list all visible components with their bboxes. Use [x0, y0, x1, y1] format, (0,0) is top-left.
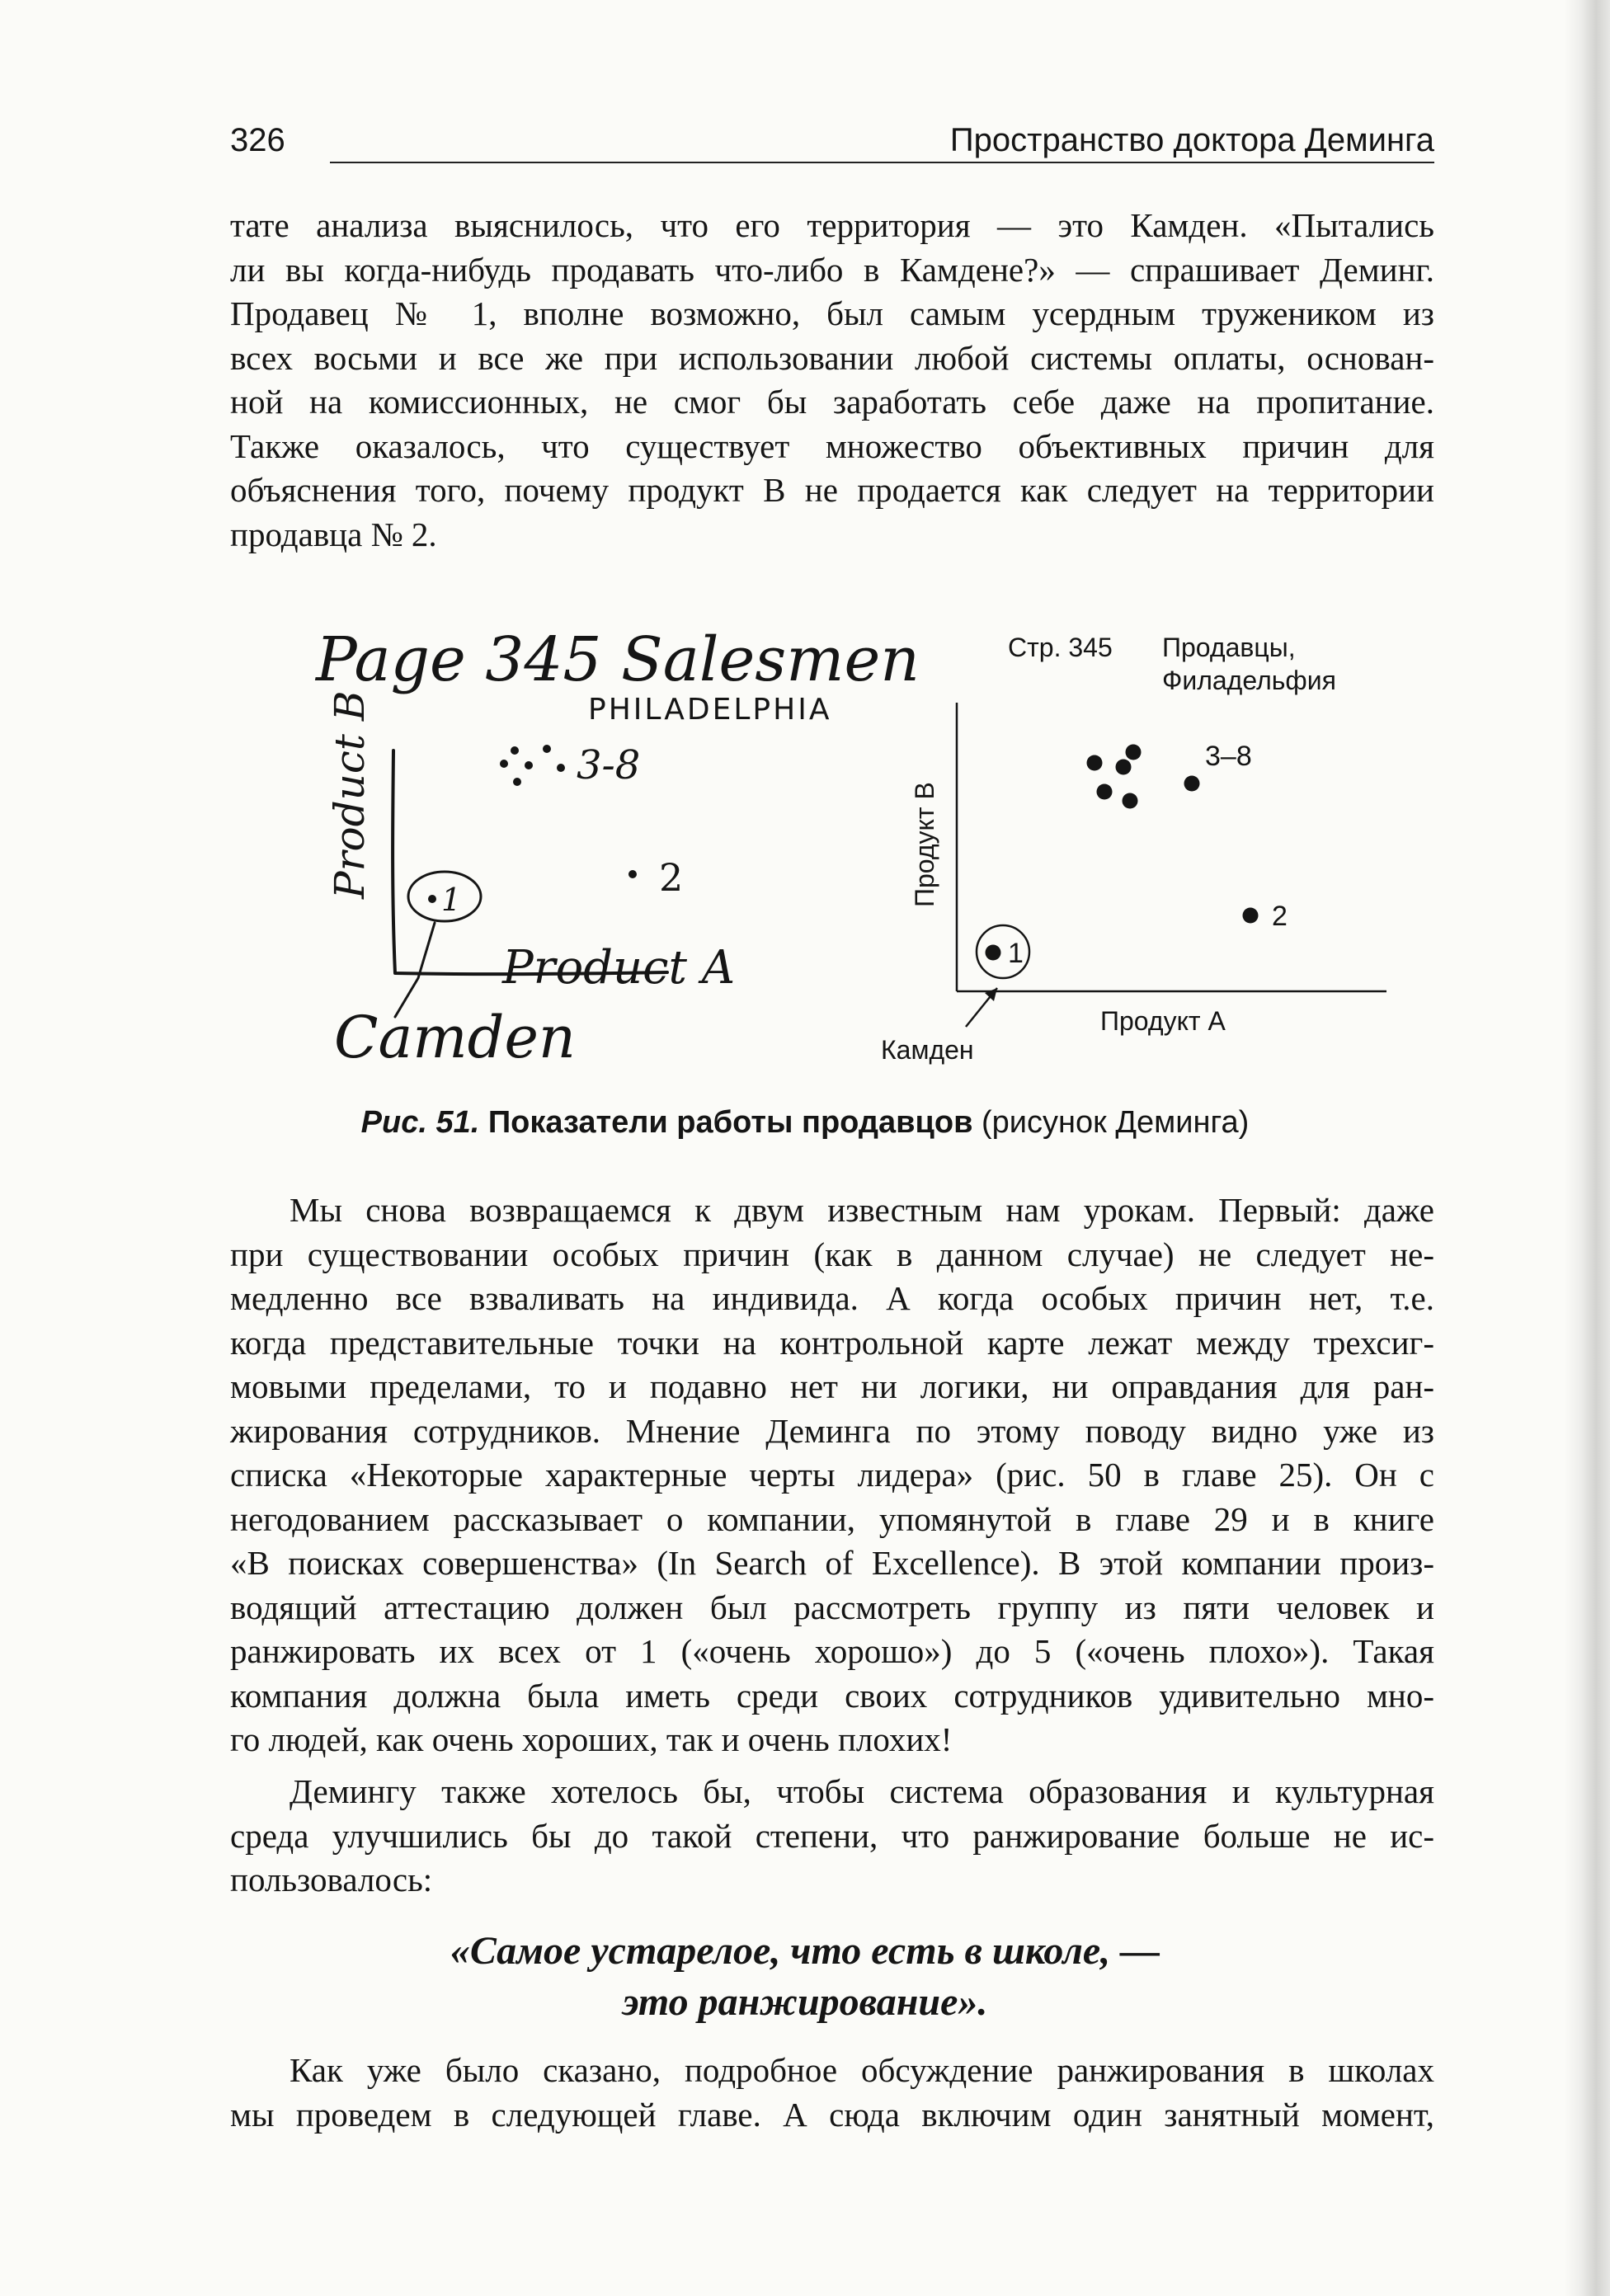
text-line: негодованием рассказывает о компании, упомянутой в главе 29 и в книге — [230, 1499, 1434, 1538]
chart-x-label: Продукт А — [1100, 1006, 1226, 1036]
paragraph-2 — [230, 1188, 1434, 1762]
chart-y-label: Продукт В — [910, 782, 939, 907]
sketch-group-label: 3-8 — [577, 742, 641, 788]
text-line: водящий аттестацию должен был рассмотреть группу из пяти человек и — [230, 1588, 1434, 1626]
chart-callout-arrowhead — [985, 988, 997, 1001]
chart-point — [1123, 793, 1138, 809]
paragraph-3 — [230, 1770, 1434, 1903]
sketch-point — [500, 760, 508, 768]
sketch-x-label: Product A — [502, 941, 736, 995]
sketch-point-1-label: 1 — [441, 882, 462, 918]
text-line: продавца № 2. — [230, 515, 437, 553]
text-line: списка «Некоторые характерные черты лидера» (рис. 50 в главе 25). Он с — [230, 1456, 1434, 1494]
chart-callout: Камден — [881, 1035, 974, 1065]
handwritten-sketch — [314, 624, 920, 1071]
caption-number: Рис. 51. — [360, 1105, 480, 1140]
figure-caption — [0, 1103, 1610, 1141]
pull-quote — [0, 1926, 1610, 2028]
text-line: Мы снова возвращаемся к двум известным нам урокам. Первый: даже — [290, 1191, 1434, 1229]
quote-line: это ранжирование». — [622, 1980, 988, 2024]
text-line: пользовалось: — [230, 1861, 433, 1898]
text-line: Демингу также хотелось бы, чтобы система образования и культурная — [290, 1772, 1434, 1810]
text-line: тате анализа выяснилось, что его территория — это Камден. «Пытались — [230, 206, 1434, 244]
chart-point — [1126, 745, 1142, 760]
text-line: всех восьми и все же при использовании любой системы оплаты, основан- — [230, 338, 1434, 377]
sketch-point — [525, 761, 533, 769]
chart-group-label: 3–8 — [1205, 741, 1252, 772]
text-line: компания должна была иметь среди своих сотрудников удивительно мно- — [230, 1676, 1434, 1715]
sketch-point-2-label: 2 — [659, 855, 684, 900]
chart-point — [986, 945, 1001, 961]
text-line: мы проведем в следующей главе. А сюда включим один занятный момент, — [230, 2095, 1434, 2134]
chart-point-1-label: 1 — [1008, 938, 1024, 969]
sketch-callout: Camden — [334, 1004, 576, 1071]
sketch-point — [543, 745, 551, 753]
chart-page-ref: Стр. 345 — [1008, 633, 1113, 662]
text-line: медленно все взваливать на индивида. А когда особых причин нет, т.е. — [230, 1279, 1434, 1317]
text-line: ли вы когда-нибудь продавать что-либо в Камдене?» — спрашивает Деминг. — [230, 250, 1434, 289]
caption-note: (рисунок Деминга) — [982, 1105, 1250, 1140]
sketch-point — [511, 746, 519, 755]
figure-drawing — [230, 602, 1434, 1072]
typeset-chart — [881, 633, 1386, 1065]
chart-point — [1116, 760, 1132, 775]
sketch-point — [628, 870, 637, 878]
text-line: ранжировать их всех от 1 («очень хорошо») до 5 («очень плохо»). Такая — [230, 1632, 1434, 1670]
sketch-subtitle: PHILADELPHIA — [588, 693, 832, 727]
chart-point-2-label: 2 — [1272, 901, 1288, 932]
caption-title: Показатели работы продавцов — [487, 1105, 973, 1140]
paragraph-4 — [230, 2049, 1434, 2137]
paragraph-1 — [230, 204, 1434, 557]
sketch-y-label: Product B — [326, 690, 374, 899]
sketch-point — [557, 764, 565, 772]
text-line: жирования сотрудников. Мнение Деминга по этому поводу видно уже из — [230, 1411, 1434, 1450]
header-rule — [330, 162, 1434, 163]
chart-title-line2: Филадельфия — [1162, 666, 1336, 695]
text-line: Как уже было сказано, подробное обсуждение ранжирования в школах — [290, 2051, 1434, 2089]
page-number: 326 — [230, 122, 285, 158]
text-line: го людей, как очень хороших, так и очень плохих! — [230, 1720, 953, 1758]
text-line: объяснения того, почему продукт В не продается как следует на территории — [230, 471, 1434, 509]
text-line: Также оказалось, что существует множество объективных причин для — [230, 426, 1434, 465]
chart-point — [1087, 755, 1103, 771]
sketch-title: Page 345 Salesmen — [316, 624, 920, 695]
quote-line: «Самое устарелое, что есть в школе, — — [450, 1929, 1160, 1973]
sketch-callout-line — [395, 923, 435, 1017]
chart-point — [1184, 776, 1200, 792]
chart-point — [1243, 908, 1259, 924]
text-line: ной на комиссионных, не смог бы заработать себе даже на пропитание. — [230, 383, 1434, 421]
chart-point — [1097, 784, 1113, 800]
sketch-point — [428, 895, 436, 903]
text-line: среда улучшились бы до такой степени, что ранжирование больше не ис- — [230, 1816, 1434, 1855]
figure-51 — [230, 602, 1434, 1072]
text-line: «В поисках совершенства» (In Search of Excellence). В этой компании произ- — [230, 1544, 1434, 1582]
text-line: когда представительные точки на контрольной карте лежат между трехсиг- — [230, 1323, 1434, 1362]
text-line: мовыми пределами, то и подавно нет ни логики, ни оправдания для ран- — [230, 1367, 1434, 1405]
sketch-point — [513, 778, 521, 786]
text-line: Продавец № 1, вполне возможно, был самым усердным тружеником из — [230, 294, 1434, 332]
text-line: при существовании особых причин (как в данном случае) не следует не- — [230, 1235, 1434, 1273]
chart-title-line1: Продавцы, — [1162, 633, 1296, 662]
running-title: Пространство доктора Деминга — [949, 122, 1434, 158]
